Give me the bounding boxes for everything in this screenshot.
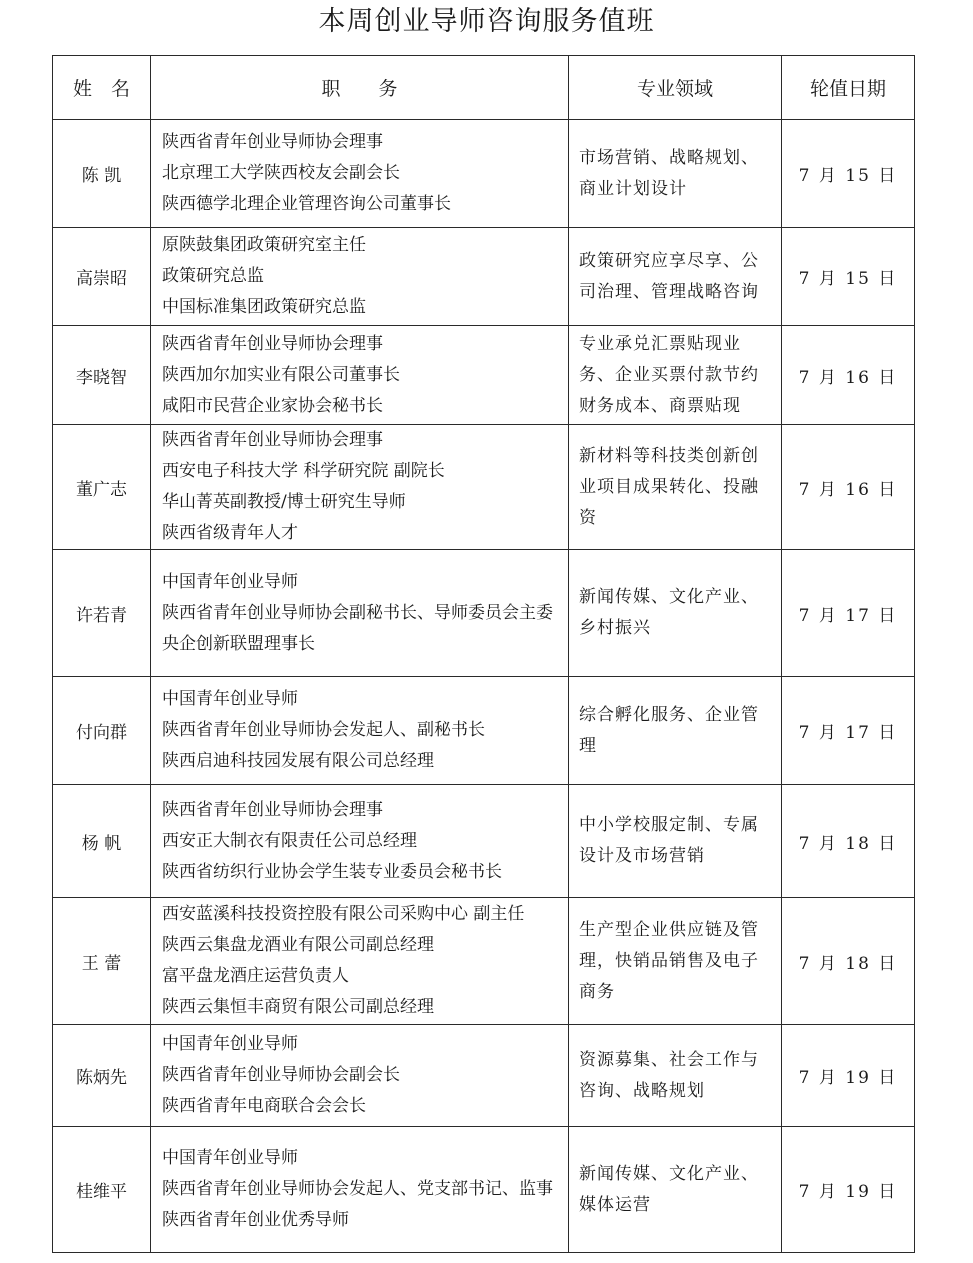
position-line: 陕西省级青年人才	[162, 523, 298, 543]
position-line: 陕西省青年创业导师协会副秘书长、导师委员会主委	[162, 602, 553, 623]
position-line: 中国青年创业导师	[162, 689, 298, 709]
position-line: 陕西省青年创业导师协会理事	[162, 430, 383, 450]
position-line: 陕西云集恒丰商贸有限公司副总经理	[162, 997, 434, 1017]
mentor-field: 生产型企业供应链及管理，快销品销售及电子商务	[569, 898, 782, 1025]
position-line: 央企创新联盟理事长	[162, 633, 315, 654]
mentor-positions	[151, 120, 569, 228]
mentor-field: 资源募集、社会工作与咨询、战略规划	[569, 1025, 782, 1127]
position-line: 陕西启迪科技园发展有限公司总经理	[162, 751, 434, 771]
position-line: 中国标准集团政策研究总监	[162, 297, 366, 317]
mentor-name: 李晓智	[53, 326, 151, 425]
table-row	[53, 550, 915, 677]
table-header-row	[53, 56, 915, 120]
duty-date: 7 月 15 日	[782, 228, 915, 326]
position-line: 陕西省青年创业导师协会理事	[162, 333, 383, 354]
mentor-name: 桂维平	[53, 1127, 151, 1253]
mentor-field: 新材料等科技类创新创业项目成果转化、投融资	[569, 425, 782, 550]
table-row	[53, 326, 915, 425]
table-row	[53, 677, 915, 785]
duty-date: 7 月 18 日	[782, 898, 915, 1025]
mentor-name: 杨 帆	[53, 785, 151, 898]
position-line: 陕西省青年创业导师协会发起人、党支部书记、监事	[162, 1179, 553, 1199]
duty-date: 7 月 17 日	[782, 550, 915, 677]
header-position: 职 务	[151, 56, 569, 120]
mentor-field: 政策研究应享尽享、公司治理、管理战略咨询	[569, 228, 782, 326]
position-line: 西安蓝溪科技投资控股有限公司采购中心 副主任	[162, 904, 525, 924]
mentor-positions	[151, 785, 569, 898]
mentor-positions	[151, 326, 569, 425]
duty-date: 7 月 17 日	[782, 677, 915, 785]
position-line: 华山菁英副教授/博士研究生导师	[162, 492, 406, 512]
mentor-positions	[151, 898, 569, 1025]
mentor-positions	[151, 425, 569, 550]
mentor-duty-table	[52, 55, 915, 1253]
page-title: 本周创业导师咨询服务值班	[318, 6, 655, 37]
position-line: 陕西省纺织行业协会学生装专业委员会秘书长	[162, 861, 502, 882]
table-row	[53, 425, 915, 550]
table-row	[53, 1025, 915, 1127]
mentor-field: 专业承兑汇票贴现业务、企业买票付款节约财务成本、商票贴现	[569, 326, 782, 425]
mentor-name: 高崇昭	[53, 228, 151, 326]
mentor-name: 陈炳先	[53, 1025, 151, 1127]
position-line: 陕西省青年创业导师协会理事	[162, 799, 383, 820]
duty-date: 7 月 19 日	[782, 1025, 915, 1127]
position-line: 原陕鼓集团政策研究室主任	[162, 235, 366, 255]
position-line: 中国青年创业导师	[162, 571, 298, 592]
table-row	[53, 228, 915, 326]
table-row	[53, 120, 915, 228]
table-body	[53, 120, 915, 1253]
position-line: 富平盘龙酒庄运营负责人	[162, 966, 349, 986]
mentor-name: 王 蕾	[53, 898, 151, 1025]
mentor-name: 陈 凯	[53, 120, 151, 228]
duty-date: 7 月 16 日	[782, 425, 915, 550]
mentor-field: 新闻传媒、文化产业、媒体运营	[569, 1127, 782, 1253]
header-name: 姓 名	[53, 56, 151, 120]
mentor-name: 董广志	[53, 425, 151, 550]
position-line: 中国青年创业导师	[162, 1034, 298, 1054]
header-field: 专业领域	[569, 56, 782, 120]
position-line: 政策研究总监	[162, 266, 264, 286]
mentor-field: 新闻传媒、文化产业、乡村振兴	[569, 550, 782, 677]
mentor-name: 许若青	[53, 550, 151, 677]
table-row	[53, 1127, 915, 1253]
mentor-field: 市场营销、战略规划、商业计划设计	[569, 120, 782, 228]
mentor-positions	[151, 228, 569, 326]
duty-date: 7 月 15 日	[782, 120, 915, 228]
position-line: 陕西省青年创业导师协会理事	[162, 132, 383, 152]
position-line: 陕西省青年创业优秀导师	[162, 1210, 349, 1230]
position-line: 陕西省青年创业导师协会发起人、副秘书长	[162, 720, 485, 740]
position-line: 北京理工大学陕西校友会副会长	[162, 163, 400, 183]
position-line: 陕西云集盘龙酒业有限公司副总经理	[162, 935, 434, 955]
duty-date: 7 月 19 日	[782, 1127, 915, 1253]
mentor-positions	[151, 550, 569, 677]
table-row	[53, 785, 915, 898]
mentor-positions	[151, 1127, 569, 1253]
mentor-field: 综合孵化服务、企业管理	[569, 677, 782, 785]
position-line: 陕西加尔加实业有限公司董事长	[162, 364, 400, 385]
duty-date: 7 月 16 日	[782, 326, 915, 425]
position-line: 陕西德学北理企业管理咨询公司董事长	[162, 194, 451, 214]
mentor-positions	[151, 1025, 569, 1127]
position-line: 陕西省青年创业导师协会副会长	[162, 1065, 400, 1085]
header-date: 轮值日期	[782, 56, 915, 120]
mentor-positions	[151, 677, 569, 785]
mentor-field: 中小学校服定制、专属设计及市场营销	[569, 785, 782, 898]
table-row	[53, 898, 915, 1025]
duty-date: 7 月 18 日	[782, 785, 915, 898]
position-line: 陕西省青年电商联合会会长	[162, 1096, 366, 1116]
position-line: 西安电子科技大学 科学研究院 副院长	[162, 461, 445, 481]
position-line: 中国青年创业导师	[162, 1148, 298, 1168]
position-line: 咸阳市民营企业家协会秘书长	[162, 395, 383, 416]
position-line: 西安正大制衣有限责任公司总经理	[162, 830, 417, 851]
mentor-name: 付向群	[53, 677, 151, 785]
